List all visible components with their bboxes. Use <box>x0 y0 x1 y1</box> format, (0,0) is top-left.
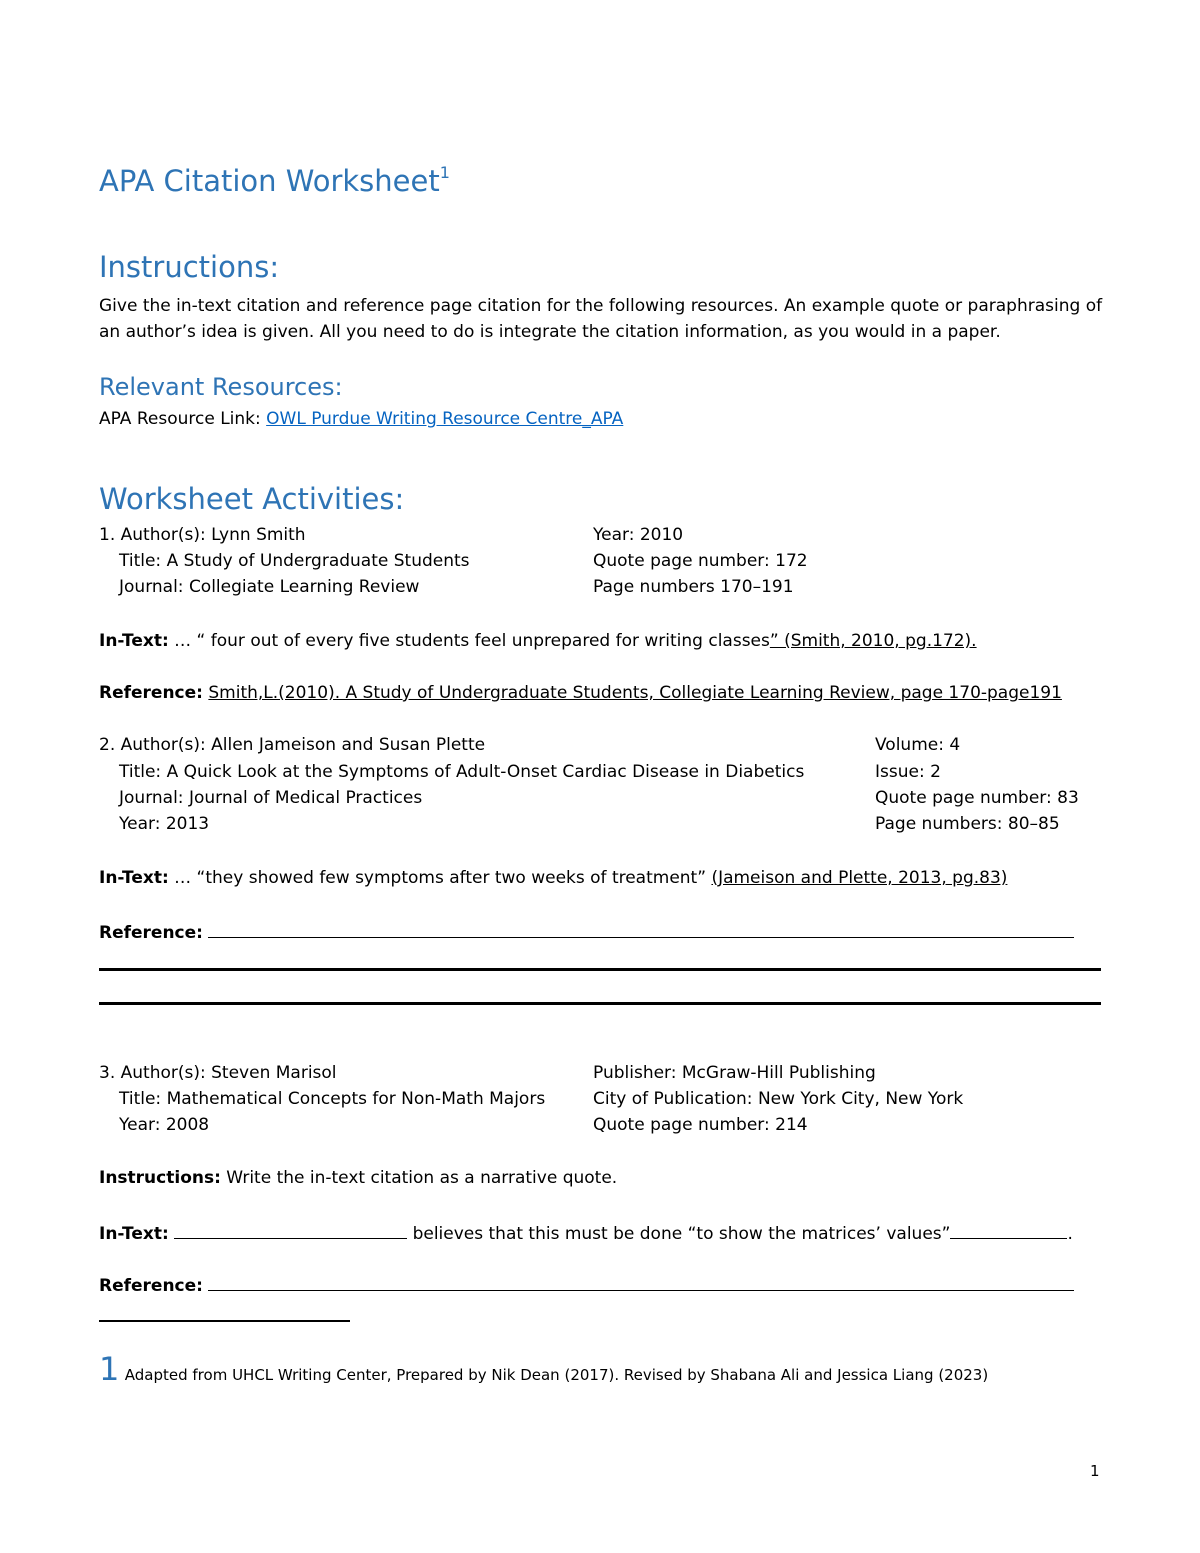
item2-pages: Page numbers: 80–85 <box>875 814 1060 834</box>
instructions-body: Give the in-text citation and reference page citation for the following resources. An example quote or paraphrasing of an author’s idea is given. All you need to do is integrate the citation information, as you would in a paper. <box>99 296 1103 342</box>
footnote-text: Adapted from UHCL Writing Center, Prepared by Nik Dean (2017). Revised by Shabana Ali and Jessica Liang (2023) <box>124 1366 989 1384</box>
item3-intext: In-Text: believes that this must be done “to show the matrices’ values” . <box>99 1221 1073 1244</box>
page-number: 1 <box>1090 1462 1100 1480</box>
item2-year: Year: 2013 <box>119 814 210 834</box>
item3-year: Year: 2008 <box>119 1115 210 1135</box>
item1-title: Title: A Study of Undergraduate Students <box>119 551 470 571</box>
item3-city: City of Publication: New York City, New York <box>593 1089 964 1109</box>
item1-journal: Journal: Collegiate Learning Review <box>119 577 420 597</box>
item1-year: Year: 2010 <box>593 525 684 545</box>
item2-volume: Volume: 4 <box>875 735 961 755</box>
item3-author-blank[interactable] <box>174 1221 407 1239</box>
item1-authors: 1. Author(s): Lynn Smith <box>99 525 306 545</box>
item2-answer-line-2[interactable] <box>99 1002 1101 1005</box>
item3-instructions: Instructions: Write the in-text citation as a narrative quote. <box>99 1168 618 1188</box>
item3-title: Title: Mathematical Concepts for Non-Math Majors <box>119 1089 546 1109</box>
item2-reference: Reference: <box>99 920 1074 943</box>
item3-authors: 3. Author(s): Steven Marisol <box>99 1063 337 1083</box>
activities-heading: Worksheet Activities: <box>99 482 405 516</box>
item3-publisher: Publisher: McGraw-Hill Publishing <box>593 1063 876 1083</box>
item3-reference-blank[interactable] <box>208 1273 1074 1291</box>
title-text: APA Citation Worksheet <box>99 164 440 198</box>
item1-reference: Reference: Smith,L.(2010). A Study of Undergraduate Students, Collegiate Learning Review, page 170-page191 <box>99 683 1062 703</box>
resource-link-label: APA Resource Link: <box>99 409 261 429</box>
item2-title: Title: A Quick Look at the Symptoms of Adult-Onset Cardiac Disease in Diabetics <box>119 762 805 782</box>
item1-intext: In-Text: … “ four out of every five students feel unprepared for writing classes” (Smith, 2010, pg.172). <box>99 631 977 651</box>
item2-intext: In-Text: … “they showed few symptoms after two weeks of treatment” (Jameison and Plette, 2013, pg.83) <box>99 868 1008 888</box>
item2-quote-page: Quote page number: 83 <box>875 788 1079 808</box>
item1-intext-answer[interactable]: ” (Smith, 2010, pg.172). <box>769 631 977 651</box>
item2-intext-answer[interactable]: (Jameison and Plette, 2013, pg.83) <box>711 868 1008 888</box>
item2-issue: Issue: 2 <box>875 762 941 782</box>
item3-quote-page: Quote page number: 214 <box>593 1115 808 1135</box>
footnote-ref[interactable]: 1 <box>439 163 450 183</box>
footnote-separator <box>99 1320 350 1322</box>
footnote <box>99 1350 988 1388</box>
item3-citation-blank[interactable] <box>950 1221 1067 1239</box>
page-title <box>99 164 450 198</box>
item1-reference-answer[interactable]: Smith,L.(2010). A Study of Undergraduate Students, Collegiate Learning Review, page 170-page191 <box>208 683 1062 703</box>
item1-pages: Page numbers 170–191 <box>593 577 794 597</box>
item1-quote-page: Quote page number: 172 <box>593 551 808 571</box>
resource-link-line <box>99 409 623 429</box>
instructions-heading: Instructions: <box>99 250 280 284</box>
resources-heading: Relevant Resources: <box>99 373 343 401</box>
item2-journal: Journal: Journal of Medical Practices <box>119 788 423 808</box>
item2-authors: 2. Author(s): Allen Jameison and Susan Plette <box>99 735 486 755</box>
item2-reference-blank[interactable] <box>208 920 1074 938</box>
item3-reference: Reference: <box>99 1273 1074 1296</box>
footnote-number: 1 <box>99 1350 120 1388</box>
item2-answer-line-1[interactable] <box>99 968 1101 971</box>
owl-purdue-link[interactable]: OWL Purdue Writing Resource Centre_APA <box>266 409 624 429</box>
